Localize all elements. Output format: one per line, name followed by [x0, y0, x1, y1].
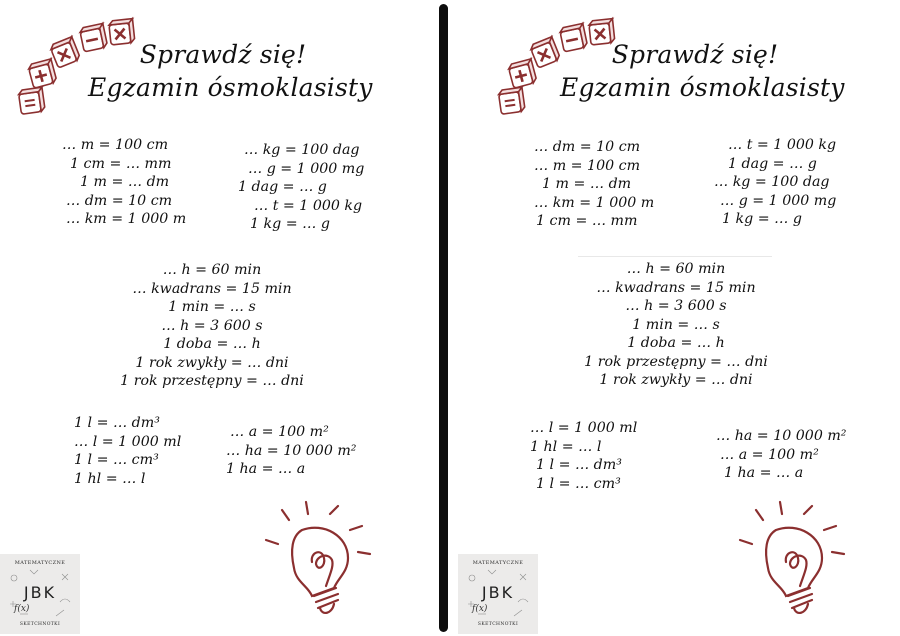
logo-bottom-text: SKETCHNOTKI: [477, 622, 519, 627]
title-line: Egzamin ósmoklasisty: [560, 73, 845, 102]
exercise-line: … h = 60 min: [162, 262, 262, 278]
exercise-line: … a = 100 m²: [230, 424, 329, 440]
exercise-line: 1 min = … s: [632, 316, 720, 333]
jbk-logo: [0, 554, 80, 634]
exercise-line: … a = 100 m²: [720, 446, 819, 463]
exercise-line: 1 doba = … h: [163, 336, 261, 352]
exercise-line: 1 hl = … l: [530, 438, 602, 455]
exercise-line: … kg = 100 dag: [714, 174, 830, 190]
exercise-line: 1 hl = … l: [74, 470, 146, 487]
exercise-line: … g = 1 000 mg: [248, 160, 365, 177]
exercise-line: 1 l = … cm³: [74, 452, 159, 468]
exercise-line: 1 rok przestępny = … dni: [120, 373, 304, 389]
exercise-line: 1 kg = … g: [722, 211, 802, 227]
logo-bottom-text: SKETCHNOTKI: [19, 622, 61, 627]
exercise-line: 1 cm = … mm: [536, 213, 638, 229]
exercise-line: 1 m = … dm: [80, 174, 170, 190]
title-line: Egzamin ósmoklasisty: [88, 73, 373, 102]
length-units: [62, 136, 186, 229]
exercise-line: 1 kg = … g: [250, 216, 330, 232]
logo-top-text: MATEMATYCZNE: [472, 560, 524, 566]
exercise-line: … kg = 100 dag: [244, 142, 360, 158]
exercise-line: … h = 3 600 s: [625, 298, 727, 314]
worksheet-title: [88, 38, 373, 104]
exercise-line: … g = 1 000 mg: [720, 192, 837, 209]
exercise-line: 1 m = … dm: [542, 176, 632, 192]
mass-units: [236, 141, 364, 234]
exercise-line: … kwadrans = 15 min: [596, 279, 756, 296]
exercise-line: 1 doba = … h: [627, 335, 725, 351]
time-units: [110, 261, 314, 391]
volume-units: [530, 419, 637, 493]
exercise-line: 1 ha = … a: [724, 465, 804, 481]
exercise-line: … m = 100 cm: [62, 137, 169, 153]
exercise-line: 1 dag = … g: [728, 155, 817, 172]
exercise-line: 1 l = … dm³: [536, 457, 622, 473]
lightbulb-icon: [736, 500, 861, 630]
exercise-line: 1 l = … dm³: [74, 415, 160, 431]
logo-formula: f(x): [14, 604, 30, 614]
exercise-line: … dm = 10 cm: [534, 139, 641, 155]
exercise-line: … l = 1 000 ml: [530, 420, 638, 436]
exercise-line: … m = 100 cm: [534, 157, 641, 174]
exercise-line: 1 rok przestępny = … dni: [584, 353, 768, 370]
area-units: [716, 427, 847, 483]
exercise-line: … l = 1 000 ml: [74, 433, 182, 450]
logo-formula: f(x): [472, 604, 488, 614]
exercise-line: 1 rok zwykły = … dni: [599, 372, 753, 388]
exercise-line: … h = 3 600 s: [161, 317, 263, 334]
logo-initials: JBK: [481, 583, 515, 602]
exercise-line: … h = 60 min: [626, 261, 726, 277]
time-units: [576, 260, 776, 390]
exercise-line: 1 rok zwykły = … dni: [135, 354, 289, 371]
exercise-line: 1 l = … cm³: [536, 475, 621, 492]
length-units: [534, 138, 654, 231]
exercise-line: … km = 1 000 m: [66, 211, 187, 227]
exercise-line: 1 dag = … g: [238, 179, 327, 195]
exercise-line: 1 min = … s: [168, 299, 256, 315]
divider-line: [578, 256, 772, 257]
right-worksheet: [450, 0, 900, 636]
exercise-line: … dm = 10 cm: [66, 192, 173, 209]
title-line: Sprawdź się!: [139, 40, 307, 69]
exercise-line: … kwadrans = 15 min: [132, 280, 292, 297]
exercise-line: … t = 1 000 kg: [254, 197, 363, 214]
exercise-line: … km = 1 000 m: [534, 194, 655, 211]
title-line: Sprawdź się!: [611, 40, 779, 69]
exercise-line: … ha = 10 000 m²: [716, 428, 847, 444]
mass-units: [714, 136, 836, 229]
area-units: [226, 423, 357, 479]
exercise-line: … t = 1 000 kg: [728, 137, 837, 153]
exercise-line: 1 ha = … a: [226, 461, 306, 477]
exercise-line: 1 cm = … mm: [70, 155, 172, 172]
logo-top-text: MATEMATYCZNE: [14, 560, 66, 566]
volume-units: [74, 414, 181, 488]
jbk-logo: [458, 554, 538, 634]
worksheet-title: [560, 38, 845, 104]
lightbulb-icon: [262, 500, 387, 630]
exercise-line: … ha = 10 000 m²: [226, 442, 357, 459]
logo-initials: JBK: [23, 583, 57, 602]
